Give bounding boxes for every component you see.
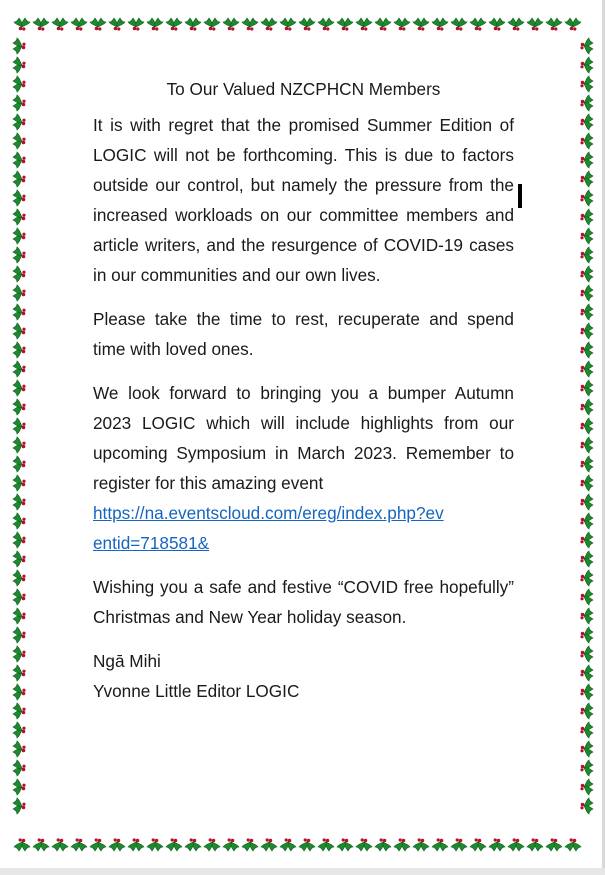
holly-sprig-icon bbox=[13, 684, 26, 700]
holly-sprig-icon bbox=[580, 209, 593, 225]
holly-sprig-icon bbox=[185, 18, 201, 31]
holly-sprig-icon bbox=[580, 494, 593, 510]
holly-sprig-icon bbox=[90, 838, 106, 851]
holly-sprig-icon bbox=[580, 399, 593, 415]
holly-sprig-icon bbox=[356, 838, 372, 851]
holly-sprig-icon bbox=[223, 18, 239, 31]
holly-sprig-icon bbox=[13, 304, 26, 320]
holly-sprig-icon bbox=[580, 38, 593, 54]
holly-sprig-icon bbox=[109, 838, 125, 851]
paragraph-wishes: Wishing you a safe and festive “COVID free hopefully” Christmas and New Year holiday season. bbox=[93, 577, 514, 627]
holly-sprig-icon bbox=[580, 266, 593, 282]
holly-sprig-icon bbox=[527, 838, 543, 851]
holly-sprig-icon bbox=[580, 361, 593, 377]
holly-sprig-icon bbox=[489, 18, 505, 31]
holly-sprig-icon bbox=[580, 76, 593, 92]
holly-sprig-icon bbox=[580, 646, 593, 662]
holly-sprig-icon bbox=[580, 608, 593, 624]
holly-sprig-icon bbox=[13, 38, 26, 54]
holly-sprig-icon bbox=[580, 95, 593, 111]
holly-sprig-icon bbox=[13, 247, 26, 263]
holly-sprig-icon bbox=[13, 456, 26, 472]
holly-sprig-icon bbox=[280, 18, 296, 31]
holly-sprig-icon bbox=[580, 152, 593, 168]
holly-sprig-icon bbox=[13, 722, 26, 738]
holly-sprig-icon bbox=[413, 838, 429, 851]
holly-sprig-icon bbox=[580, 779, 593, 795]
holly-sprig-icon bbox=[185, 838, 201, 851]
holly-sprig-icon bbox=[261, 838, 277, 851]
holly-sprig-icon bbox=[580, 798, 593, 814]
holly-sprig-icon bbox=[13, 760, 26, 776]
register-link-line-2[interactable]: entid=718581& bbox=[93, 533, 210, 553]
sign-off: Ngā Mihi bbox=[93, 651, 161, 671]
holly-sprig-icon bbox=[580, 171, 593, 187]
holly-sprig-icon bbox=[261, 18, 277, 31]
holly-sprig-icon bbox=[565, 18, 581, 31]
holly-sprig-icon bbox=[580, 456, 593, 472]
paragraph-autumn-text: We look forward to bringing you a bumper Autumn 2023 LOGIC which will include highlights from our upcoming Symposium in March 2023. Remember to register for this amazing event bbox=[93, 383, 514, 493]
holly-sprig-icon bbox=[432, 838, 448, 851]
holly-sprig-icon bbox=[204, 838, 220, 851]
holly-sprig-icon bbox=[90, 18, 106, 31]
holly-sprig-icon bbox=[14, 18, 30, 31]
holly-sprig-icon bbox=[242, 838, 258, 851]
page-bottom-shadow bbox=[0, 868, 605, 875]
holly-sprig-icon bbox=[580, 627, 593, 643]
holly-sprig-icon bbox=[128, 18, 144, 31]
holly-sprig-icon bbox=[580, 570, 593, 586]
holly-sprig-icon bbox=[318, 838, 334, 851]
holly-sprig-icon bbox=[580, 247, 593, 263]
holly-sprig-icon bbox=[71, 18, 87, 31]
holly-sprig-icon bbox=[13, 228, 26, 244]
holly-sprig-icon bbox=[13, 437, 26, 453]
holly-sprig-icon bbox=[580, 513, 593, 529]
holly-sprig-icon bbox=[13, 798, 26, 814]
holly-sprig-icon bbox=[580, 133, 593, 149]
holly-sprig-icon bbox=[299, 18, 315, 31]
holly-sprig-icon bbox=[13, 361, 26, 377]
holly-sprig-icon bbox=[489, 838, 505, 851]
holly-sprig-icon bbox=[52, 18, 68, 31]
paragraph-rest: Please take the time to rest, recuperate and spend time with loved ones. bbox=[93, 309, 514, 359]
holly-sprig-icon bbox=[13, 494, 26, 510]
holly-sprig-icon bbox=[580, 551, 593, 567]
holly-sprig-icon bbox=[147, 838, 163, 851]
holly-sprig-icon bbox=[580, 684, 593, 700]
holly-sprig-icon bbox=[580, 418, 593, 434]
holly-sprig-icon bbox=[166, 838, 182, 851]
holly-sprig-icon bbox=[580, 722, 593, 738]
holly-sprig-icon bbox=[451, 838, 467, 851]
holly-sprig-icon bbox=[394, 18, 410, 31]
holly-sprig-icon bbox=[128, 838, 144, 851]
holly-sprig-icon bbox=[432, 18, 448, 31]
register-link[interactable] bbox=[93, 498, 514, 558]
holly-sprig-icon bbox=[580, 380, 593, 396]
holly-sprig-icon bbox=[13, 551, 26, 567]
text-cursor bbox=[518, 184, 522, 208]
holly-sprig-icon bbox=[13, 266, 26, 282]
holly-sprig-icon bbox=[33, 18, 49, 31]
holly-sprig-icon bbox=[13, 741, 26, 757]
letter-body[interactable] bbox=[93, 74, 514, 706]
holly-sprig-icon bbox=[508, 838, 524, 851]
holly-sprig-icon bbox=[52, 838, 68, 851]
holly-sprig-icon bbox=[13, 380, 26, 396]
holly-sprig-icon bbox=[13, 152, 26, 168]
holly-sprig-icon bbox=[580, 589, 593, 605]
holly-sprig-icon bbox=[13, 399, 26, 415]
holly-sprig-icon bbox=[166, 18, 182, 31]
holly-sprig-icon bbox=[580, 190, 593, 206]
holly-sprig-icon bbox=[451, 18, 467, 31]
letter-title: To Our Valued NZCPHCN Members bbox=[166, 79, 441, 99]
holly-sprig-icon bbox=[580, 57, 593, 73]
holly-sprig-icon bbox=[580, 304, 593, 320]
holly-sprig-icon bbox=[13, 114, 26, 130]
holly-sprig-icon bbox=[13, 57, 26, 73]
paragraph-autumn bbox=[93, 378, 514, 558]
holly-sprig-icon bbox=[13, 323, 26, 339]
holly-sprig-icon bbox=[470, 838, 486, 851]
holly-sprig-icon bbox=[580, 475, 593, 491]
holly-sprig-icon bbox=[13, 342, 26, 358]
signature: Yvonne Little Editor LOGIC bbox=[93, 681, 300, 701]
holly-sprig-icon bbox=[13, 76, 26, 92]
holly-sprig-icon bbox=[413, 18, 429, 31]
holly-sprig-icon bbox=[13, 665, 26, 681]
holly-sprig-icon bbox=[299, 838, 315, 851]
holly-sprig-icon bbox=[33, 838, 49, 851]
holly-sprig-icon bbox=[13, 570, 26, 586]
holly-sprig-icon bbox=[508, 18, 524, 31]
holly-sprig-icon bbox=[337, 18, 353, 31]
holly-sprig-icon bbox=[147, 18, 163, 31]
holly-sprig-icon bbox=[14, 838, 30, 851]
holly-sprig-icon bbox=[356, 18, 372, 31]
paragraph-regret: It is with regret that the promised Summer Edition of LOGIC will not be forthcoming. This is due to factors outside our control, but namely the pressure from the increased workloads on our committee members and article writers, and the resurgence of COVID-19 cases in our communities and our own lives. bbox=[93, 115, 514, 285]
holly-sprig-icon bbox=[394, 838, 410, 851]
holly-sprig-icon bbox=[13, 133, 26, 149]
holly-sprig-icon bbox=[13, 627, 26, 643]
holly-sprig-icon bbox=[580, 741, 593, 757]
register-link-line-1[interactable]: https://na.eventscloud.com/ereg/index.php?ev bbox=[93, 503, 444, 523]
holly-sprig-icon bbox=[13, 418, 26, 434]
holly-sprig-icon bbox=[470, 18, 486, 31]
holly-sprig-icon bbox=[375, 18, 391, 31]
holly-sprig-icon bbox=[71, 838, 87, 851]
holly-sprig-icon bbox=[13, 513, 26, 529]
holly-sprig-icon bbox=[109, 18, 125, 31]
holly-sprig-icon bbox=[204, 18, 220, 31]
holly-sprig-icon bbox=[580, 114, 593, 130]
holly-sprig-icon bbox=[242, 18, 258, 31]
holly-sprig-icon bbox=[565, 838, 581, 851]
holly-sprig-icon bbox=[13, 532, 26, 548]
holly-sprig-icon bbox=[546, 18, 562, 31]
holly-sprig-icon bbox=[13, 209, 26, 225]
holly-sprig-icon bbox=[580, 437, 593, 453]
holly-sprig-icon bbox=[318, 18, 334, 31]
holly-sprig-icon bbox=[13, 285, 26, 301]
holly-sprig-icon bbox=[280, 838, 296, 851]
holly-sprig-icon bbox=[13, 171, 26, 187]
holly-sprig-icon bbox=[580, 703, 593, 719]
holly-sprig-icon bbox=[337, 838, 353, 851]
holly-sprig-icon bbox=[13, 646, 26, 662]
holly-sprig-icon bbox=[375, 838, 391, 851]
holly-sprig-icon bbox=[13, 95, 26, 111]
holly-sprig-icon bbox=[223, 838, 239, 851]
holly-sprig-icon bbox=[580, 342, 593, 358]
holly-sprig-icon bbox=[13, 475, 26, 491]
holly-sprig-icon bbox=[546, 838, 562, 851]
holly-sprig-icon bbox=[527, 18, 543, 31]
holly-sprig-icon bbox=[580, 285, 593, 301]
holly-sprig-icon bbox=[13, 608, 26, 624]
holly-sprig-icon bbox=[580, 228, 593, 244]
holly-sprig-icon bbox=[580, 760, 593, 776]
holly-sprig-icon bbox=[13, 779, 26, 795]
holly-sprig-icon bbox=[580, 665, 593, 681]
holly-sprig-icon bbox=[580, 532, 593, 548]
holly-sprig-icon bbox=[13, 703, 26, 719]
holly-sprig-icon bbox=[580, 323, 593, 339]
holly-sprig-icon bbox=[13, 190, 26, 206]
holly-sprig-icon bbox=[13, 589, 26, 605]
